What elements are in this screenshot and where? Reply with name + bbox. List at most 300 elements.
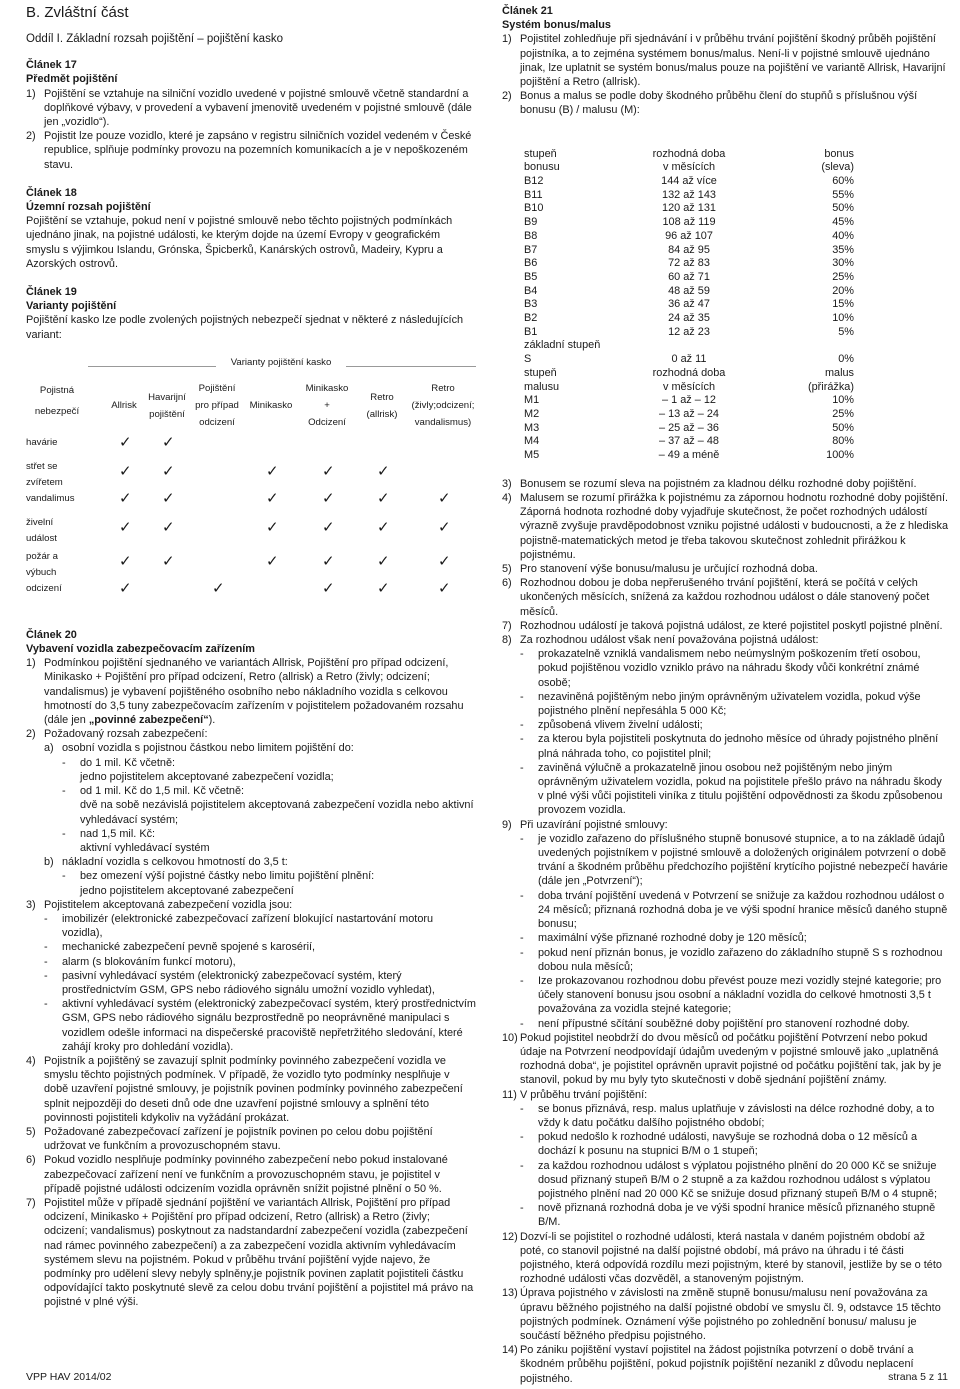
indented-text: jedno pojistitelem akceptované zabezpečení (80, 884, 294, 897)
footer-doc-id: VPP HAV 2014/02 (26, 1371, 112, 1383)
table-cell: B7 (524, 243, 538, 256)
dash-text: prokazatelně vzniklá vandalismem nebo neúmyslným poškozením třetí osobou, pokud pojištěnou vozidlo vzniklo právo na náhradu škody vůči konkrétní známé osobě; (538, 648, 921, 689)
dash-item (502, 1159, 950, 1202)
check-icon: ✓ (438, 579, 451, 597)
dash-mark: - (520, 733, 524, 746)
dash-item (502, 946, 950, 974)
check-icon: ✓ (119, 518, 132, 536)
table-cell: B4 (524, 284, 538, 297)
row-label (26, 436, 57, 449)
check-icon: ✓ (162, 462, 175, 480)
item-text: Po zániku pojištění vystaví pojistitel na žádost pojistníka potvrzení o době trvání a škodném průběhu pojištění, pokud pojistník pojištění nezanikl z důvodu neplacení pojistného. (520, 1344, 914, 1385)
item-number: 5) (502, 563, 512, 576)
item-text: Dozví-li se pojistitel o rozhodné události, která nastala v daném pojistném období až poté, co stanovil pojistné na další pojistné období, má právo na úhradu i té části pojistného, která odpovídá rozdílu mezi pojistným, které by stanovil, jestliže by se o této rozhodné události včas dozvěděl, a stanoveným pojistným. (520, 1230, 942, 1286)
paragraph (26, 898, 476, 912)
table-cell: 108 až 119 (662, 216, 716, 229)
table-cell: 12 až 23 (668, 325, 710, 338)
dash-mark: - (44, 941, 48, 954)
table-row (524, 189, 854, 203)
paragraph (26, 656, 476, 727)
row-label-line: havárie (26, 436, 58, 448)
row-label-line: živelní (26, 516, 54, 528)
article-title: Článek 19 (26, 286, 77, 299)
check-icon: ✓ (438, 489, 451, 507)
check-icon: ✓ (266, 518, 279, 536)
dash-text: není přípustné sčítání souběžné doby pojištění pro stanovení rozhodné doby. (538, 1017, 910, 1030)
item-number: 2) (502, 90, 512, 103)
table-cell: B3 (524, 298, 538, 311)
column-header-line: vandalismus) (414, 417, 472, 429)
table-cell: 50% (832, 421, 854, 434)
item-text: Rozhodnou dobou je doba nepřerušeného trvání pojištění, která se počítá v celých ukončených měsících, snížená za každou rozhodnou událost o dále stanovený počet měsíců. (520, 577, 930, 618)
dash-text: za každou rozhodnou událost s výplatou pojistného plnění do 20 000 Kč se snižuje dosud přiznaný stupeň B/M o 2 stupně a za každou rozhodnou událost s výplatou pojistného plnění nad 20 000 Kč se snižuje dosud přiznaný stupeň B/M o 4 stupně; (538, 1159, 937, 1200)
dash-text: zaviněná výlučně a prokazatelně jinou osobou než pojištěným nebo jiným oprávněným uživatelem vozidla, pokud na pojistitele přešlo právo na náhradu škody v plné výši vůči pojistiteli viníka z titulu pojištění odpovědnosti za škodu způsobenou provozem vozidla. (538, 761, 943, 817)
check-icon: ✓ (266, 489, 279, 507)
table-cell: malus (824, 366, 854, 379)
indented-text: aktivní vyhledávací systém (80, 841, 210, 854)
dash-mark: - (44, 998, 48, 1011)
table-row (524, 175, 854, 189)
table-cell: (sleva) (821, 161, 854, 174)
column-header-line: odcizení (199, 417, 235, 429)
column-header (244, 399, 298, 412)
dash-mark: - (520, 974, 524, 987)
item-number: 5) (26, 1125, 36, 1138)
dash-text: od 1 mil. Kč do 1,5 mil. Kč včetně: (80, 785, 245, 798)
dash-item (26, 869, 476, 883)
row-label-line: zvířetem (26, 476, 63, 488)
check-icon: ✓ (212, 579, 225, 597)
dash-text: pasivní vyhledávací systém (elektronický zabezpečovací systém, který prostřednictvím GSM, GPS nebo rádiového signálu umožní vozidlo vyhledat), (62, 969, 435, 996)
table-cell: B11 (524, 188, 543, 201)
check-icon: ✓ (119, 552, 132, 570)
left-column (26, 4, 476, 1310)
dash-mark: - (520, 690, 524, 703)
item-text: Pokud pojistitel neobdrží do dvou měsíců od počátku pojištění Potvrzení nebo pokud údaje na Potvrzení neodpovídají údajům uvedeným v pojistné smlouvě jako „uplatněná rozhodná doba“, je pojistitel oprávněn upravit pojistné od počátku pojištění tak, jak by je stanovil, pokud by mu byly tyto skutečnosti v době sjednání pojištění známy. (520, 1031, 942, 1087)
table-row (524, 285, 854, 299)
paragraph (502, 89, 950, 117)
table-cell: rozhodná doba (652, 366, 726, 379)
dash-item (502, 931, 950, 945)
article-19 (26, 285, 476, 342)
table-cell: B2 (524, 312, 538, 325)
paragraph (502, 491, 950, 562)
dash-mark: - (520, 719, 524, 732)
table-row (524, 271, 854, 285)
dash-text: Ize prokazovanou rozhodnou dobu převést pouze mezi vozidly stejné kategorie; pro účely stanovení bonusu jsou osobní a nákladní vozidla do celkové hmotnosti 3,5 t považována za vozidla stejné kategorie; (538, 974, 942, 1016)
paragraph (502, 1230, 950, 1287)
dash-item (502, 1130, 950, 1158)
column-header-line: + (324, 400, 330, 412)
table-cell: 45% (832, 216, 854, 229)
table-cell: B9 (524, 216, 538, 229)
item-number: 13) (502, 1287, 518, 1300)
table-cell: stupeň (524, 366, 557, 379)
table-cell: M5 (524, 449, 540, 462)
row-label (26, 550, 58, 579)
item-text: osobní vozidla s pojistnou částkou nebo limitem pojištění do: (62, 742, 354, 755)
table-cell: 24 až 35 (668, 312, 710, 325)
table-cell: bonus (824, 147, 854, 160)
sub-paragraph (26, 741, 476, 755)
check-icon: ✓ (162, 518, 175, 536)
item-number: 2) (26, 728, 36, 741)
dash-item (502, 1201, 950, 1229)
table-cell: 120 až 131 (662, 202, 716, 215)
table-cell: základní stupeň (524, 339, 601, 352)
check-icon: ✓ (438, 552, 451, 570)
table-cell: M3 (524, 421, 540, 434)
table-row (524, 339, 854, 353)
article-subtitle: Předmět pojištění (26, 73, 118, 86)
dash-item (502, 832, 950, 889)
table-cell: 144 až více (661, 175, 717, 188)
dash-text: do 1 mil. Kč včetně: (80, 756, 176, 769)
article-text: Pojištění kasko lze podle zvolených pojistných nebezpečí sjednat v některé z následujících variant: (26, 314, 464, 341)
indented-text: dvě na sobě nezávislá pojistitelem akceptovaná zabezpečení vozidla nebo aktivní vyhledávací systém; (80, 799, 474, 826)
dash-mark: - (520, 1202, 524, 1215)
table-cell: (přirážka) (808, 380, 854, 393)
row-label-line: výbuch (26, 566, 57, 578)
dash-item (26, 955, 476, 969)
column-header-line: pro případ (195, 400, 239, 412)
table-cell: – 37 až – 48 (659, 435, 719, 448)
table-row (26, 516, 476, 544)
table-row (524, 312, 854, 326)
dash-mark: - (520, 1017, 524, 1030)
dash-mark: - (62, 870, 66, 883)
dash-item (26, 756, 476, 770)
dash-mark: - (520, 932, 524, 945)
table-cell: B8 (524, 229, 538, 242)
column-header (410, 382, 476, 429)
bold-term: „povinné zabezpečení“ (88, 714, 209, 727)
column-header-line: Odcizení (308, 417, 346, 429)
dash-item (26, 997, 476, 1054)
table-row (524, 394, 854, 408)
table-cell: M4 (524, 435, 540, 448)
dash-mark: - (62, 756, 66, 769)
table-cell: 100% (826, 449, 854, 462)
check-icon: ✓ (119, 433, 132, 451)
item-text: Požadované zabezpečovací zařízení je pojistník povinen po celou dobu pojištění udržovat ve funkčním a provozuschopném stavu. (44, 1125, 433, 1153)
table-cell: – 49 a méně (658, 449, 720, 462)
dash-item (26, 940, 476, 954)
check-icon: ✓ (119, 462, 132, 480)
item-number: 1) (26, 87, 36, 100)
page-number: strana 5 z 11 (888, 1371, 948, 1383)
dash-item (502, 974, 950, 1017)
table-row (524, 381, 854, 395)
table-cell: 96 až 107 (665, 229, 713, 242)
table-cell: B12 (524, 175, 544, 188)
table-row (524, 257, 854, 271)
item-number: 7) (502, 619, 512, 632)
check-icon: ✓ (377, 579, 390, 597)
table-cell: – 25 až – 36 (659, 421, 719, 434)
table-cell: 0 až 11 (671, 353, 707, 366)
table-cell: 50% (832, 202, 854, 215)
dash-text: je vozidlo zařazeno do příslušného stupně bonusové stupnice, a to na základě údajů uvedených pojistníkem v pojistné smlouvě a doložených originálem potvrzení o době trvání a škodném průběhu předchozího pojištění krytícího pojistné nebezpečí havárie (dále jen „Potvrzení“); (538, 832, 948, 888)
row-label-line: vandalimus (26, 492, 75, 504)
sub-paragraph (26, 855, 476, 869)
column-header (356, 391, 408, 421)
table-cell: 48 až 59 (668, 284, 710, 297)
check-icon: ✓ (322, 489, 335, 507)
table-cell: 25% (832, 270, 854, 283)
dash-mark: - (520, 648, 524, 661)
item-number: 1) (26, 657, 36, 670)
table-cell: 40% (832, 229, 854, 242)
table-row (524, 435, 854, 449)
item-number: 6) (502, 577, 512, 590)
dash-mark: - (62, 785, 66, 798)
dash-item (502, 647, 950, 690)
item-text: nákladní vozidla s celkovou hmotností do 3,5 t: (62, 856, 288, 869)
table-cell: v měsících (662, 380, 716, 393)
dash-item (502, 718, 950, 732)
dash-text: nad 1,5 mil. Kč: (80, 827, 156, 840)
table-row (26, 460, 476, 488)
dash-item (26, 912, 476, 940)
table-row (26, 550, 476, 578)
dash-item (502, 889, 950, 932)
item-number: 12) (502, 1230, 518, 1243)
paragraph (502, 32, 950, 89)
risk-header (26, 384, 88, 418)
dash-item (502, 1017, 950, 1031)
table-cell: bonusu (524, 161, 560, 174)
text: Podmínkou pojištění sjednaného ve variantách Allrisk, Pojištění pro případ odcizení, Minikasko + Pojištění pro případ odcizení, Retro (allrisk) a Retro (živly; odcizení; vandalismus) je vybavení pojištěného osobního nebo nákladního vozidla s celkovou hmotností do 3,5 tuny zabezpečovacím zařízením v pojistitelem požadovaném rozsahu (dále jen (44, 657, 464, 727)
article-title: Článek 20 (26, 628, 77, 641)
article-title: Článek 21 (502, 5, 553, 17)
paragraph (26, 1125, 476, 1153)
column-header (104, 399, 144, 412)
check-icon: ✓ (162, 552, 175, 570)
item-letter: a) (44, 742, 54, 755)
indented-text: jedno pojistitelem akceptované zabezpečení vozidla; (80, 770, 334, 783)
dash-mark: - (520, 946, 524, 959)
dash-mark: - (520, 761, 524, 774)
item-text: Rozhodnou událostí je taková pojistná událost, ze které pojistitel poskytl pojistné plnění. (520, 619, 943, 632)
dash-mark: - (44, 969, 48, 982)
paragraph (502, 1088, 950, 1102)
part-heading: Oddíl I. Základní rozsah pojištění – pojištění kasko (26, 33, 283, 45)
paragraph (502, 477, 950, 491)
paragraph (26, 129, 476, 172)
dash-text: způsobená vlivem živelní události; (538, 719, 703, 732)
table-row (524, 367, 854, 381)
table-cell: – 13 až – 24 (659, 407, 719, 420)
item-number: 8) (502, 634, 512, 647)
risk-header-line: nebezpečí (34, 405, 80, 417)
paragraph (502, 576, 950, 619)
paragraph (502, 633, 950, 647)
article-subtitle: Územní rozsah pojištění (26, 201, 151, 214)
check-icon: ✓ (162, 489, 175, 507)
table-row (524, 216, 854, 230)
check-icon: ✓ (266, 462, 279, 480)
item-number: 3) (26, 898, 36, 911)
paragraph (502, 1031, 950, 1088)
dash-text: imobilizér (elektronické zabezpečovací zařízení blokující nastartování motoru vozidla), (62, 912, 434, 940)
item-number: 4) (502, 492, 512, 504)
article-18 (26, 186, 476, 271)
dash-mark: - (520, 832, 524, 845)
paragraph (502, 562, 950, 576)
item-text: Pojistitel zohledňuje při sjednávání i v průběhu trvání pojištění škodný průběh pojištění pojistníka, a to zejména systémem bonus/malus. Není-li v pojistné smlouvě ujednáno jinak, lze uplatnit se systém bonus/malus pouze na pojištění ve variantě Allrisk, Havarijní pojištění a Retro (allrisk). (520, 33, 946, 89)
item-text: Pojistit lze pouze vozidlo, které je zapsáno v registru silničních vozidel vedeném v České republice, splňuje podmínky provozu na pozemních komunikacích a je v nepoškozeném stavu. (44, 130, 472, 171)
table-cell: – 1 až – 12 (662, 394, 716, 407)
item-number: 4) (26, 1054, 36, 1067)
dash-item (502, 732, 950, 760)
table-cell: 15% (832, 298, 854, 311)
table-row (26, 579, 476, 610)
item-text: Za rozhodnou událost však není považována pojistná událost: (520, 634, 819, 647)
table-cell: 20% (832, 284, 854, 297)
item-text: Požadovaný rozsah zabezpečení: (44, 728, 208, 741)
table-cell: 10% (832, 312, 854, 325)
table-cell: 60 až 71 (668, 270, 710, 283)
item-number: 11) (502, 1088, 517, 1101)
dash-text: aktivní vyhledávací systém (elektronický zabezpečovací systém, který prostřednictvím GSM, GPS nebo rádiového signálu bezprostředně po neoprávněné manipulaci s vozidlem odešle informaci na dispečerské pracoviště nepřetržitého sledování, které zahájí kroky pro dohledání vozidla). (62, 998, 476, 1053)
item-number: 3) (502, 477, 512, 490)
bonus-malus-table (524, 148, 854, 463)
item-number: 10) (502, 1031, 518, 1044)
dash-text: nezaviněná pojištěným nebo jiným oprávněným uživatelem vozidla, pokud výše pojistného plnění nepřesáhla 5 000 Kč; (538, 690, 921, 718)
article-subtitle: Vybavení vozidla zabezpečovacím zařízením (26, 643, 255, 656)
row-label (26, 582, 62, 595)
item-number: 14) (502, 1344, 518, 1357)
article-text: Pojištění se vztahuje, pokud není v pojistné smlouvě nebo těchto pojistných podmínkách ujednáno jinak, na pojistné události, ke kterým dojde na území Evropy v geografickém smyslu s výjimkou Islandu, Grónska, Špicberků, Kanárských ostrovů, Madeiry, Kypru a Azorských ostrovů. (26, 215, 453, 270)
table-cell: 25% (832, 407, 854, 420)
risk-header-line: Pojistná (39, 384, 75, 396)
table-row (524, 148, 854, 162)
check-icon: ✓ (322, 579, 335, 597)
dash-text: se bonus přiznává, resp. malus uplatňuje v závislosti na délce rozhodné doby, a to vždy k datu počátku dalšího pojistného období; (538, 1102, 935, 1129)
column-header-line: (živly;odcizení; (411, 400, 475, 412)
table-cell: M2 (524, 407, 540, 420)
item-number: 1) (502, 33, 512, 46)
table-cell: 84 až 95 (668, 243, 710, 256)
item-text: Pro stanovení výše bonusu/malusu je určující rozhodná doba. (520, 563, 818, 576)
group-header: Varianty pojištění kasko (216, 356, 346, 369)
article-title: Článek 18 (26, 186, 77, 199)
article-21-continued (502, 477, 950, 1386)
article-subtitle: Systém bonus/malus (502, 19, 611, 32)
paragraph (502, 818, 950, 832)
table-row (524, 326, 854, 340)
paragraph (502, 619, 950, 633)
item-number: 6) (26, 1154, 36, 1167)
dash-text: alarm (s blokováním funkcí motoru), (62, 955, 236, 968)
table-cell: stupeň (524, 147, 557, 160)
section-heading: B. Zvláštní část (26, 4, 129, 21)
row-label (26, 460, 63, 489)
article-17 (26, 58, 476, 172)
row-label (26, 492, 75, 505)
column-header-line: pojištění (149, 408, 185, 420)
table-cell: S (524, 353, 532, 366)
column-header-line: (allrisk) (366, 408, 398, 420)
check-icon: ✓ (119, 489, 132, 507)
check-icon: ✓ (266, 552, 279, 570)
article-title: Článek 17 (26, 59, 77, 72)
table-cell: 60% (832, 175, 854, 188)
table-cell: M1 (524, 394, 540, 407)
item-letter: b) (44, 856, 54, 869)
table-cell: 35% (832, 243, 854, 256)
dash-item (26, 784, 476, 798)
item-text: Při uzavírání pojistné smlouvy: (520, 818, 668, 831)
column-header-line: Minikasko (249, 400, 293, 412)
table-cell: 132 až 143 (662, 188, 716, 201)
table-cell: B10 (524, 202, 544, 215)
item-number: 2) (26, 130, 36, 143)
table-row (524, 202, 854, 216)
table-row (524, 161, 854, 175)
dash-mark: - (44, 912, 48, 925)
dash-text: pokud nedošlo k rozhodné události, navyšuje se rozhodná doba o 12 měsíců a dochází k posunu na stupnici B/M o 1 stupeň; (538, 1131, 918, 1158)
item-text: Pokud vozidlo nesplňuje podmínky povinného zabezpečení nebo pokud instalované zabezpečovací zařízení není ve funkčním a provozuschopném stavu, je pojistitel v případě pojistné události odcizením vozidla oprávněn snížit pojistné plnění o 50 %. (44, 1154, 448, 1195)
article-20 (26, 628, 476, 1310)
table-cell: 5% (838, 325, 854, 338)
table-row (524, 298, 854, 312)
check-icon: ✓ (322, 518, 335, 536)
check-icon: ✓ (377, 552, 390, 570)
item-text: Malusem se rozumí přirážka k pojistnému za zápornou hodnotu rozhodné doby pojištění. Záporná hodnota rozhodné doby vyjadřuje skutečnost, že počet rozhodných událostí výrazně zvyšuje pravděpodobnost vzniku pojistné události v budoucnosti, a že z hlediska pojistně-matematických metod je třeba takovou skutečnost zohlednit přirážkou k pojistnému. (520, 492, 949, 561)
paragraph (502, 1343, 950, 1386)
check-icon: ✓ (377, 489, 390, 507)
paragraph (502, 1286, 950, 1343)
column-header-line: Pojištění (198, 383, 236, 395)
item-text: V průběhu trvání pojištění: (520, 1088, 648, 1101)
paragraph (26, 87, 476, 130)
column-header (298, 382, 356, 429)
row-label-line: odcizení (26, 582, 62, 594)
table-cell: 30% (832, 257, 854, 270)
item-number: 9) (502, 818, 512, 831)
article-subtitle: Varianty pojištění (26, 300, 117, 313)
column-header-line: Minikasko (305, 383, 349, 395)
paragraph (26, 727, 476, 741)
column-header-line: Retro (370, 391, 394, 403)
table-cell: B5 (524, 270, 538, 283)
column-header-line: Retro (431, 383, 455, 395)
table-cell: B1 (524, 325, 538, 338)
dash-mark: - (520, 1102, 524, 1115)
column-header (144, 391, 190, 421)
column-header-line: Havarijní (148, 391, 186, 403)
dash-item (26, 969, 476, 997)
table-cell: rozhodná doba (652, 147, 726, 160)
item-text: Pojistitelem akceptovaná zabezpečení vozidla jsou: (44, 898, 293, 911)
dash-item (502, 690, 950, 718)
table-row (524, 422, 854, 436)
table-row (524, 244, 854, 258)
table-row (524, 230, 854, 244)
table-cell: malusu (524, 380, 560, 393)
table-cell: 0% (838, 353, 854, 366)
row-label-line: střet se (26, 460, 58, 472)
check-icon: ✓ (438, 518, 451, 536)
item-text (44, 656, 476, 727)
table-cell: 55% (832, 188, 854, 201)
column-header (190, 382, 244, 429)
table-cell: v měsících (662, 161, 716, 174)
table-cell: B6 (524, 257, 538, 270)
paragraph (26, 1153, 476, 1196)
